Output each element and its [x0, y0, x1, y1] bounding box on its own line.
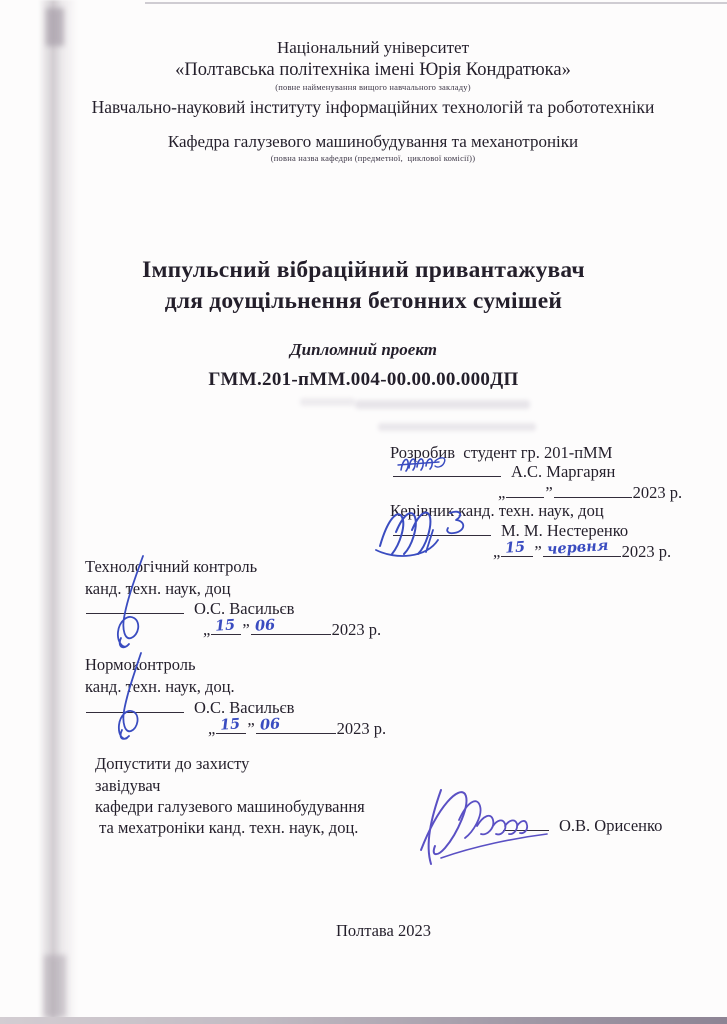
date-year: 2023 р. — [621, 542, 672, 561]
quote-close: ” — [242, 620, 250, 639]
department-caption: (повна назва кафедри (предметної, циклової комісії)) — [270, 153, 476, 163]
signature-line — [86, 598, 184, 614]
signature-line — [503, 815, 549, 831]
city-year: Полтава 2023 — [336, 921, 431, 940]
date-year: 2023 р. — [336, 719, 387, 738]
quote-close: ” — [534, 542, 542, 561]
document-type: Дипломний проект — [290, 340, 437, 359]
quote-open: „ — [498, 483, 506, 502]
quote-close: ” — [247, 719, 255, 738]
date-day-blank — [501, 538, 533, 557]
scan-shadow-bottom — [44, 955, 66, 1017]
supervisor-role: Керівник канд. техн. наук, доц — [390, 501, 604, 520]
handwritten-day: 15 — [219, 715, 242, 734]
tech-control-line2: канд. техн. наук, доц — [85, 579, 231, 598]
quote-open: „ — [203, 620, 211, 639]
date-year: 2023 р. — [632, 483, 683, 502]
date-day-blank — [506, 482, 544, 498]
handwritten-month: 06 — [254, 616, 276, 635]
norm-control-line2: канд. техн. наук, доц. — [85, 677, 235, 696]
tech-control-name: О.С. Васильєв — [194, 599, 295, 618]
tech-control-signature-row — [85, 598, 294, 619]
developer-date-row — [498, 482, 682, 503]
admission-signature-row — [502, 815, 662, 836]
admission-line2: завідувач — [95, 776, 161, 795]
quote-open: „ — [208, 719, 216, 738]
date-day-blank — [211, 616, 241, 635]
signature-line — [393, 461, 501, 477]
tech-control-line1: Технологічний контроль — [85, 557, 258, 576]
handwritten-month: 06 — [259, 715, 281, 734]
document-code: ГММ.201-пММ.004-00.00.00.000ДП — [208, 369, 519, 390]
department-name: Кафедра галузевого машинобудування та механотроніки — [167, 132, 579, 151]
signature-line — [86, 697, 184, 713]
supervisor-name: М. М. Нестеренко — [501, 521, 629, 540]
university-name-line2: «Полтавська політехніка імені Юрія Кондратюка» — [175, 60, 571, 80]
bleed-through-artifact — [378, 423, 536, 431]
developer-signature-row — [392, 461, 615, 482]
scan-edge-top — [145, 2, 727, 4]
handwritten-day: 15 — [504, 538, 527, 557]
project-title-line2: для доущільнення бетонних сумішей — [164, 288, 563, 314]
handwritten-day: 15 — [214, 616, 237, 635]
university-caption: (повне найменування вищого навчального закладу) — [275, 82, 471, 92]
norm-control-signature-row — [85, 697, 294, 718]
project-title-line1: Імпульсний вібраційний привантажувач — [142, 257, 585, 283]
date-month-blank — [256, 715, 336, 734]
date-month-blank — [543, 536, 621, 559]
developer-role: Розробив студент гр. 201-пММ — [390, 443, 613, 462]
bleed-through-artifact — [300, 398, 355, 406]
admission-line4: та мехатроніки канд. техн. наук, доц. — [95, 818, 359, 837]
supervisor-date-row — [493, 536, 672, 562]
developer-name: А.С. Маргарян — [511, 462, 616, 481]
handwritten-month: червня — [546, 536, 609, 559]
date-month-blank — [554, 482, 632, 498]
admission-line3: кафедри галузевого машинобудування — [95, 797, 365, 816]
norm-control-line1: Нормоконтроль — [85, 655, 196, 674]
date-year: 2023 р. — [331, 620, 382, 639]
date-day-blank — [216, 715, 246, 734]
bleed-through-artifact — [355, 400, 530, 409]
institute-name: Навчально-науковий інституту інформаційних технологій та робототехніки — [91, 97, 655, 117]
scan-edge-bottom — [0, 1017, 727, 1024]
date-month-blank — [251, 616, 331, 635]
quote-open: „ — [493, 542, 501, 561]
quote-close: ” — [545, 483, 553, 502]
university-name-line1: Національний університет — [276, 38, 470, 57]
signature-line — [393, 520, 491, 536]
norm-control-name: О.С. Васильєв — [194, 698, 295, 717]
admission-name: О.В. Орисенко — [559, 816, 663, 835]
admission-line1: Допустити до захисту — [95, 754, 250, 773]
tech-control-date-row — [203, 616, 382, 640]
norm-control-date-row — [208, 715, 387, 739]
